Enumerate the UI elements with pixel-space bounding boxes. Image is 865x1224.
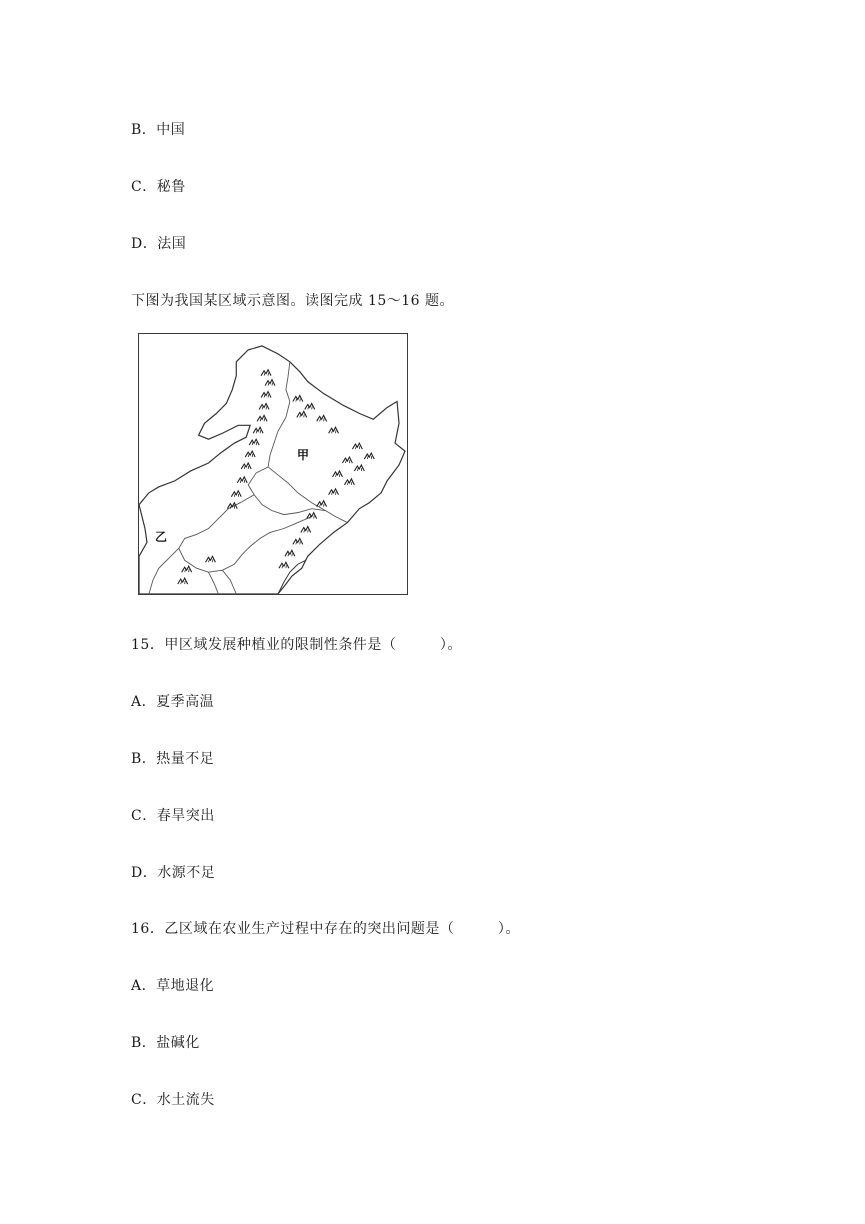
option-c-peru: C．秘鲁 [131, 179, 186, 195]
province-boundary-3 [179, 495, 312, 572]
province-boundary-5 [149, 548, 179, 594]
q16-option-a: A．草地退化 [131, 978, 215, 994]
q15-option-b: B．热量不足 [131, 751, 215, 767]
q15-option-a: A．夏季高温 [131, 694, 215, 710]
mountain-range-southwest [178, 556, 216, 584]
map-intro-text: 下图为我国某区域示意图。读图完成 15～16 题。 [131, 293, 455, 309]
region-map-drawing [139, 334, 407, 594]
map-label-jia: 甲 [297, 448, 310, 462]
option-b-china: B．中国 [131, 122, 186, 138]
region-map [138, 333, 408, 595]
mountain-range-west [227, 370, 275, 509]
q15-option-d: D．水源不足 [131, 865, 216, 881]
province-boundary-1 [268, 362, 347, 523]
q16-option-c: C．水土流失 [131, 1092, 215, 1108]
question-16-stem: 16．乙区域在农业生产过程中存在的突出问题是（ ）。 [131, 921, 520, 937]
mountain-range-east [279, 443, 374, 568]
map-label-yi: 乙 [155, 530, 168, 544]
option-d-france: D．法国 [131, 236, 187, 252]
mountain-range-north [293, 396, 339, 434]
q16-option-b: B．盐碱化 [131, 1035, 200, 1051]
province-boundary-2 [248, 467, 325, 515]
q15-option-c: C．春旱突出 [131, 808, 215, 824]
question-15-stem: 15．甲区域发展种植业的限制性条件是（ ）。 [131, 637, 462, 653]
province-boundary-6 [222, 570, 236, 594]
province-boundary-4 [208, 572, 218, 594]
